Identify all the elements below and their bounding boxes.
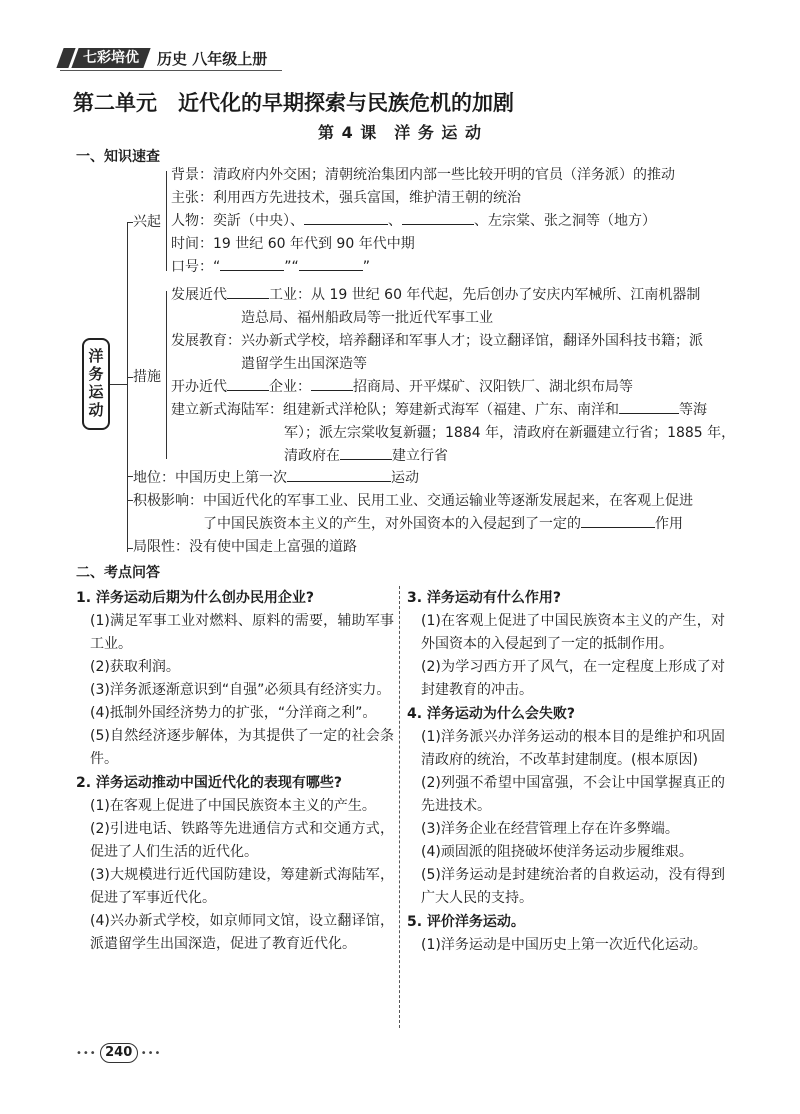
- answer-item: (5)洋务运动是封建统治者的自救运动，没有得到广大人民的支持。: [421, 867, 725, 906]
- answer-item: (1)洋务运动是中国历史上第一次近代化运动。: [421, 937, 707, 953]
- lesson-title: 第 4 课 洋 务 运 动: [318, 123, 482, 142]
- xingqi-bracket: [166, 171, 167, 271]
- section-qa-title: 二、考点问答: [76, 565, 160, 581]
- measure-new-army-cont2: 清政府在 建立行省: [284, 445, 448, 468]
- answer-item: (4)抵制外国经济势力的扩张，“分洋商之利”。: [90, 705, 377, 721]
- answer-item: (1)在客观上促进了中国民族资本主义的产生，对外国资本的入侵起到了一定的抵制作用。: [421, 613, 725, 652]
- qa-left-column: [76, 586, 394, 956]
- page-number: 240: [100, 1043, 138, 1063]
- answer-item: (3)大规模进行近代国防建设，筹建新式海陆军，促进了军事近代化。: [90, 867, 394, 906]
- measure-new-army-cont: 军）；派左宗棠收复新疆；1884 年，清政府在新疆建立行省；1885 年，: [284, 425, 736, 441]
- measure-civil-enterprises: 开办近代 企业： 招商局、开平煤矿、汉阳铁厂、湖北织布局等: [171, 376, 633, 399]
- question-heading: 5. 评价洋务运动。: [407, 914, 525, 930]
- limitation: 局限性：没有使中国走上富强的道路: [133, 539, 357, 555]
- answer-item: (3)洋务企业在经营管理上存在许多弊端。: [421, 821, 679, 837]
- xingqi-slogan: 口号：“ ”“ ”: [171, 256, 370, 279]
- xingqi-proposal: 主张：利用西方先进技术，强兵富国，维护清王朝的统治: [171, 190, 521, 206]
- xingqi-background: 背景：清政府内外交困；清朝统治集团内部一些比较开明的官员（洋务派）的推动: [171, 167, 675, 183]
- question-heading: 3. 洋务运动有什么作用?: [407, 590, 562, 606]
- answer-item: (4)兴办新式学校，如京师同文馆，设立翻译馆，派遣留学生出国深造，促进了教育近代化。: [90, 913, 394, 952]
- answer-item: (1)洋务派兴办洋务运动的根本目的是维护和巩固清政府的统治，不改革封建制度。(根本原因): [421, 729, 725, 768]
- cuoshi-bracket: [166, 291, 167, 459]
- answer-item: (2)引进电话、铁路等先进通信方式和交通方式，促进了人们生活的近代化。: [90, 821, 394, 860]
- section-knowledge-title: 一、知识速查: [76, 149, 160, 165]
- branch-label-cuoshi: 措施: [133, 369, 161, 385]
- measure-military-industry: 发展近代 工业：从 19 世纪 60 年代起，先后创办了安庆内军械所、江南机器制: [171, 284, 700, 307]
- xingqi-time: 时间：19 世纪 60 年代到 90 年代中期: [171, 236, 415, 252]
- answer-item: (5)自然经济逐步解体，为其提供了一定的社会条件。: [90, 728, 394, 767]
- dots-decoration: •••: [76, 1047, 97, 1059]
- xingqi-figures: 人物：奕訢（中央）、 、 、左宗棠、张之洞等（地方）: [171, 210, 656, 233]
- answer-item: (2)列强不希望中国富强，不会让中国掌握真正的先进技术。: [421, 775, 725, 814]
- positive-impact: 积极影响：中国近代化的军事工业、民用工业、交通运输业等逐渐发展起来，在客观上促进: [133, 493, 693, 509]
- answer-item: (1)满足军事工业对燃料、原料的需要，辅助军事工业。: [90, 613, 394, 652]
- question-heading: 2. 洋务运动推动中国近代化的表现有哪些?: [76, 775, 343, 791]
- page-number-badge: [76, 1043, 161, 1063]
- column-divider: [399, 586, 400, 1028]
- dots-decoration: •••: [140, 1047, 162, 1059]
- measure-military-industry-cont: 造总局、福州船政局等一批近代军事工业: [241, 310, 493, 326]
- branch-label-xingqi: 兴起: [133, 214, 161, 230]
- root-connector: [110, 384, 127, 385]
- answer-item: (2)获取利润。: [90, 659, 180, 675]
- main-bracket: [127, 222, 128, 552]
- answer-item: (2)为学习西方开了风气，在一定程度上形成了对封建教育的冲击。: [421, 659, 725, 698]
- question-heading: 4. 洋务运动为什么会失败?: [407, 706, 576, 722]
- measure-new-army: 建立新式海陆军：组建新式洋枪队；筹建新式海军（福建、广东、南洋和 等海: [171, 399, 707, 422]
- status-line: 地位：中国历史上第一次 运动: [133, 467, 419, 490]
- question-heading: 1. 洋务运动后期为什么创办民用企业?: [76, 590, 315, 606]
- book-header: [60, 47, 267, 69]
- series-badge: 七彩培优: [71, 48, 150, 68]
- answer-item: (4)顽固派的阻挠破坏使洋务运动步履维艰。: [421, 844, 693, 860]
- answer-item: (1)在客观上促进了中国民族资本主义的产生。: [90, 798, 376, 814]
- root-node: 洋务运动: [82, 338, 110, 430]
- subject-label: 历史 八年级上册: [157, 49, 268, 68]
- measure-education: 发展教育：兴办新式学校，培养翻译和军事人才；设立翻译馆，翻译外国科技书籍；派: [171, 333, 703, 349]
- answer-item: (3)洋务派逐渐意识到“自强”必须具有经济实力。: [90, 682, 391, 698]
- unit-title: 第二单元 近代化的早期探索与民族危机的加剧: [73, 91, 514, 115]
- positive-impact-cont: 了中国民族资本主义的产生，对外国资本的入侵起到了一定的 作用: [203, 513, 683, 536]
- measure-education-cont: 遣留学生出国深造等: [241, 356, 367, 372]
- qa-right-column: [407, 586, 725, 957]
- header-underline: [60, 70, 282, 71]
